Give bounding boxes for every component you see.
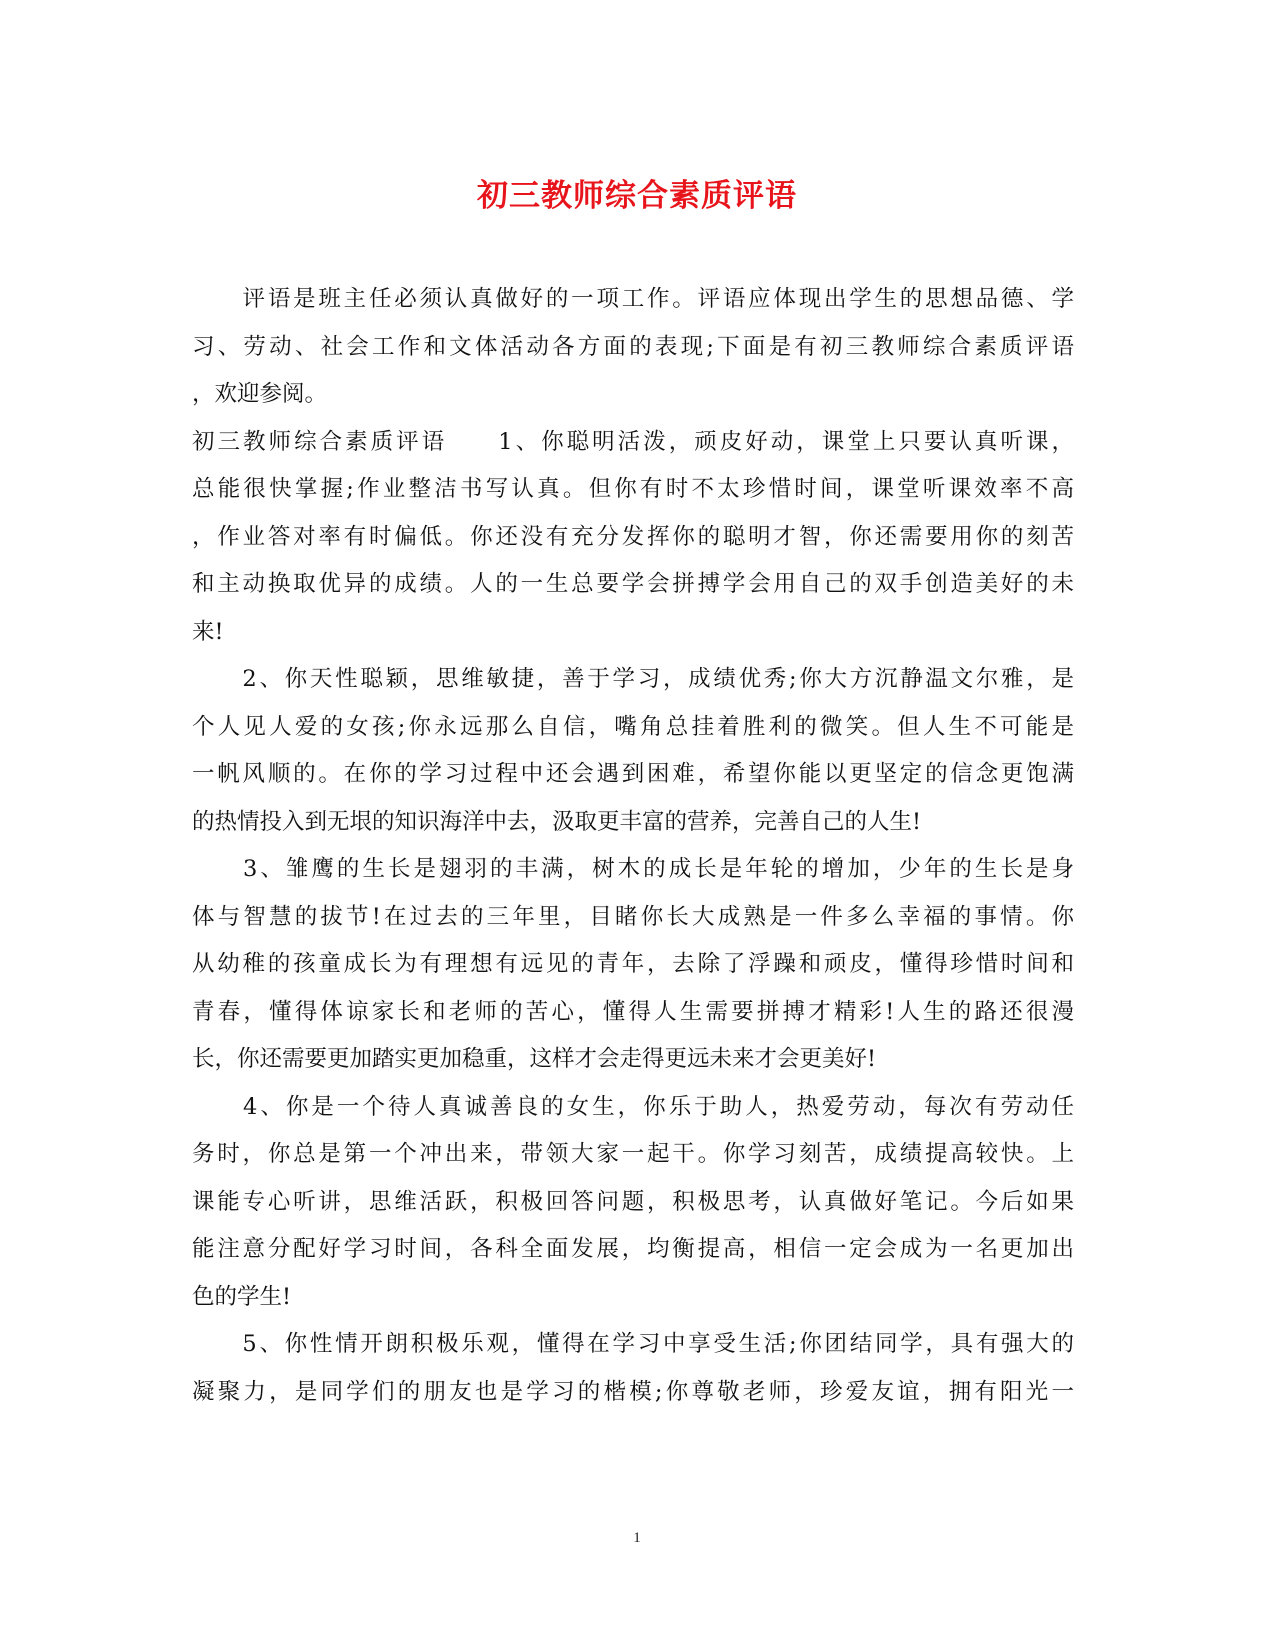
body-line: 个人见人爱的女孩;你永远那么自信，嘴角总挂着胜利的微笑。但人生不可能是 — [192, 713, 1074, 740]
body-line: 课能专心听讲，思维活跃，积极回答问题，积极思考，认真做好笔记。今后如果 — [192, 1188, 1074, 1215]
body-line: 来! — [192, 618, 224, 645]
body-line: 长，你还需要更加踏实更加稳重，这样才会走得更远未来才会更美好! — [192, 1046, 877, 1072]
body-line: 和主动换取优异的成绩。人的一生总要学会拼搏学会用自己的双手创造美好的未 — [192, 571, 1074, 597]
body-line: 2、你天性聪颖，思维敏捷，善于学习，成绩优秀;你大方沉静温文尔雅，是 — [192, 666, 1074, 692]
body-line: 体与智慧的拔节!在过去的三年里，目睹你长大成熟是一件多么幸福的事情。你 — [192, 903, 1074, 930]
body-line: 务时，你总是第一个冲出来，带领大家一起干。你学习刻苦，成绩提高较快。上 — [192, 1141, 1074, 1167]
body-line: 青春，懂得体谅家长和老师的苦心，懂得人生需要拼搏才精彩!人生的路还很漫 — [192, 998, 1074, 1025]
body-line: 一帆风顺的。在你的学习过程中还会遇到困难，希望你能以更坚定的信念更饱满 — [192, 761, 1074, 787]
body-line: 凝聚力，是同学们的朋友也是学习的楷模;你尊敬老师，珍爱友谊，拥有阳光一 — [192, 1378, 1074, 1405]
body-line: 初三教师综合素质评语 1、你聪明活泼，顽皮好动，课堂上只要认真听课， — [192, 428, 1074, 455]
body-line: 的热情投入到无垠的知识海洋中去，汲取更丰富的营养，完善自己的人生! — [192, 808, 922, 835]
body-line: 4、你是一个待人真诚善良的女生，你乐于助人，热爱劳动，每次有劳动任 — [192, 1093, 1074, 1120]
document-body — [192, 276, 1074, 1416]
page-number: 1 — [633, 1530, 641, 1546]
body-line: 从幼稚的孩童成长为有理想有远见的青年，去除了浮躁和顽皮，懂得珍惜时间和 — [192, 951, 1074, 977]
body-line: 色的学生! — [192, 1283, 292, 1310]
body-line: ，作业答对率有时偏低。你还没有充分发挥你的聪明才智，你还需要用你的刻苦 — [192, 523, 1074, 550]
document-title: 初三教师综合素质评语 — [477, 178, 797, 214]
body-line: ，欢迎参阅。 — [192, 381, 328, 407]
body-line: 评语是班主任必须认真做好的一项工作。评语应体现出学生的思想品德、学 — [192, 286, 1074, 312]
body-line: 3、雏鹰的生长是翅羽的丰满，树木的成长是年轮的增加，少年的生长是身 — [192, 856, 1074, 882]
body-line: 总能很快掌握;作业整洁书写认真。但你有时不太珍惜时间，课堂听课效率不高 — [192, 476, 1074, 502]
body-line: 习、劳动、社会工作和文体活动各方面的表现;下面是有初三教师综合素质评语 — [192, 333, 1074, 360]
body-line: 能注意分配好学习时间，各科全面发展，均衡提高，相信一定会成为一名更加出 — [192, 1236, 1074, 1262]
body-line: 5、你性情开朗积极乐观，懂得在学习中享受生活;你团结同学，具有强大的 — [192, 1331, 1074, 1357]
